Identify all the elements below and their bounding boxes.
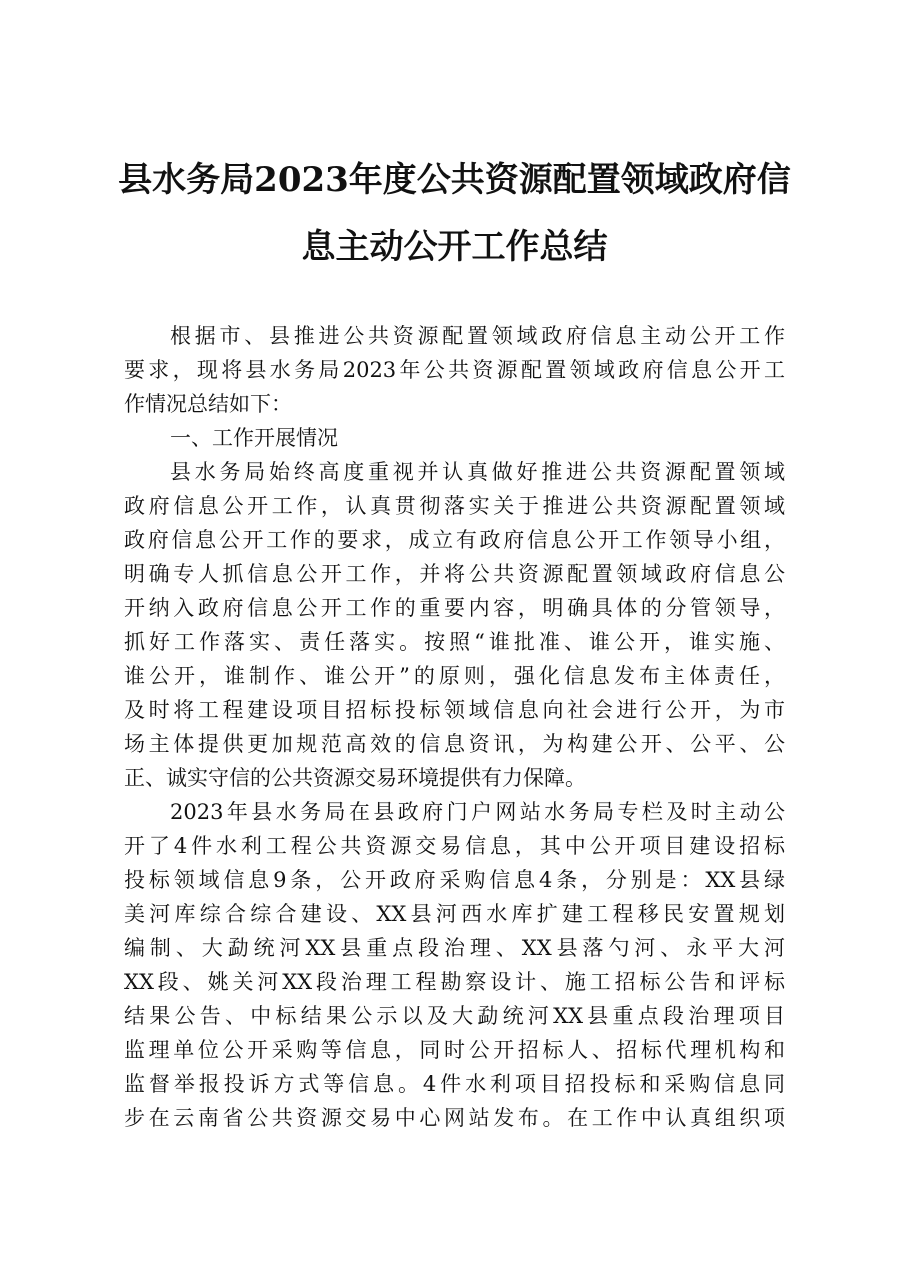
paragraph2-line-9: 监督举报投诉方式等信息。4件水利项目招投标和采购信息同 — [124, 1072, 785, 1096]
paragraph2-line-5: 编制、大勐统河XX县重点段治理、XX县落勺河、永平大河 — [124, 936, 785, 960]
paragraph1-line-9: 场主体提供更加规范高效的信息资讯，为构建公开、公平、公 — [124, 732, 785, 756]
paragraph2-line-2: 开了4件水利工程公共资源交易信息，其中公开项目建设招标 — [124, 834, 785, 858]
paragraph1-line-8: 及时将工程建设项目招标投标领域信息向社会进行公开，为市 — [124, 698, 785, 722]
paragraph2-line-1: 2023年县水务局在县政府门户网站水务局专栏及时主动公 — [170, 800, 785, 824]
paragraph1-line-10: 正、诚实守信的公共资源交易环境提供有力保障。 — [124, 766, 586, 790]
paragraph2-line-7: 结果公告、中标结果公示以及大勐统河XX县重点段治理项目 — [124, 1004, 785, 1028]
paragraph2-line-4: 美河库综合综合建设、XX县河西水库扩建工程移民安置规划 — [124, 902, 785, 926]
paragraph2-line-8: 监理单位公开采购等信息，同时公开招标人、招标代理机构和 — [124, 1038, 785, 1062]
paragraph2-line-6: XX段、姚关河XX段治理工程勘察设计、施工招标公告和评标 — [124, 970, 785, 994]
intro-line-2: 要求，现将县水务局2023年公共资源配置领域政府信息公开工 — [124, 358, 785, 382]
paragraph1-line-3: 政府信息公开工作的要求，成立有政府信息公开工作领导小组， — [124, 528, 785, 552]
paragraph1-line-6: 抓好工作落实、责任落实。按照“谁批准、谁公开，谁实施、 — [124, 630, 785, 654]
paragraph1-line-5: 开纳入政府信息公开工作的重要内容，明确具体的分管领导， — [124, 596, 785, 620]
intro-line-3: 作情况总结如下： — [124, 392, 292, 416]
paragraph1-line-2: 政府信息公开工作，认真贯彻落实关于推进公共资源配置领域 — [124, 494, 785, 518]
paragraph2-line-10: 步在云南省公共资源交易中心网站发布。在工作中认真组织项 — [124, 1106, 785, 1130]
paragraph2-line-3: 投标领域信息9条，公开政府采购信息4条，分别是：XX县绿 — [124, 868, 785, 892]
intro-line-1: 根据市、县推进公共资源配置领域政府信息主动公开工作 — [170, 324, 785, 348]
section-heading: 一、工作开展情况 — [170, 426, 338, 450]
paragraph1-line-7: 谁公开，谁制作、谁公开”的原则，强化信息发布主体责任， — [124, 664, 785, 688]
paragraph1-line-4: 明确专人抓信息公开工作，并将公共资源配置领域政府信息公 — [124, 562, 785, 586]
document-title-line-1: 县水务局2023年度公共资源配置领域政府信 — [118, 160, 791, 200]
paragraph1-line-1: 县水务局始终高度重视并认真做好推进公共资源配置领域 — [170, 460, 785, 484]
document-title-line-2: 息主动公开工作总结 — [301, 227, 608, 267]
